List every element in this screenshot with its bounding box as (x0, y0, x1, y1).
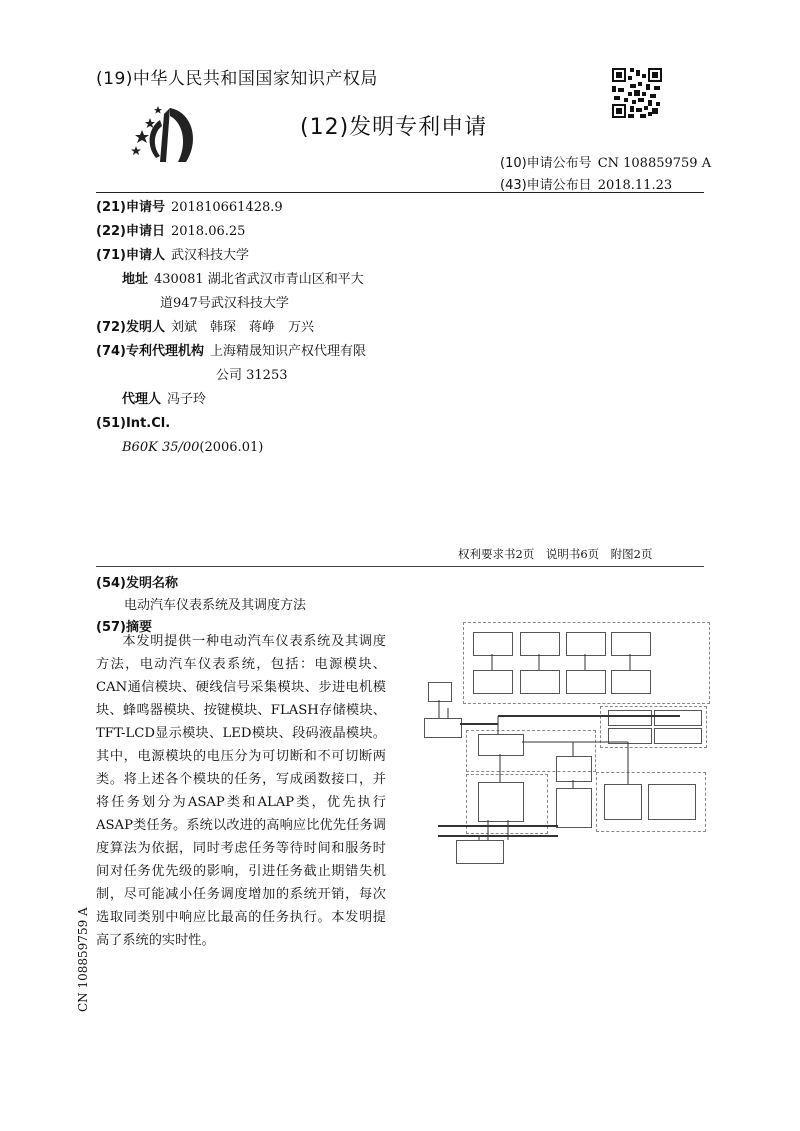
publication-date-label: (43)申请公布日 (500, 178, 592, 193)
patent-agency-line-2: 公司 31253 (216, 368, 288, 383)
inventors: (72)发明人 刘斌 韩琛 蒋峥 万兴 (96, 320, 314, 335)
publication-date (500, 174, 672, 193)
title-label: (54)发明名称 (96, 576, 178, 591)
publication-number-label: (10)申请公布号 (500, 156, 592, 171)
application-number: (21)申请号 201810661428.9 (96, 200, 283, 215)
applicant: (71)申请人 武汉科技大学 (96, 248, 249, 263)
publication-number (500, 152, 711, 171)
ipc-classification: B60K 35/00(2006.01) (122, 440, 264, 455)
ipc-label: (51)Int.Cl. (96, 416, 171, 431)
abstract-label: (57)摘要 (96, 620, 152, 635)
side-publication-label (74, 900, 94, 1012)
page-counts: 权利要求书2页 说明书6页 附图2页 (458, 547, 653, 561)
address: 地址 430081 湖北省武汉市青山区和平大 (122, 272, 364, 287)
cnipa-logo-icon (130, 100, 210, 170)
office-name: (19)中华人民共和国国家知识产权局 (96, 69, 378, 89)
abstract-drawing (418, 612, 718, 872)
invention-title: 电动汽车仪表系统及其调度方法 (124, 598, 307, 613)
diagram-connectors (418, 612, 718, 872)
patent-agency: (74)专利代理机构 上海精晟知识产权代理有限 (96, 344, 366, 359)
agent: 代理人 冯子玲 (122, 392, 207, 407)
side-publication-number: CN 108859759 A (76, 907, 90, 1012)
publication-number-value: CN 108859759 A (597, 156, 712, 171)
abstract-text: 本发明提供一种电动汽车仪表系统及其调度方法，电动汽车仪表系统，包括：电源模块、CAN通信模块、硬线信号采集模块、步进电机模块、蜂鸣器模块、按键模块、FLASH存储模块、TFT-LCD显示模块、LED模块、段码液晶模块。其中，电源模块的电压分为可切断和不可切断两类。将上述各个模块的任务，写成函数接口，并将任务划分为ASAP类和ALAP类，优先执行ASAP类任务。系统以改进的高响应比优先任务调度算法为依据，同时考虑任务等待时间和服务时间对任务优先级的影响，引进任务截止期错失机制，尽可能减小任务调度增加的系统开销，每次选取同类别中响应比最高的任务执行。本发明提高了系统的实时性。 (96, 634, 386, 948)
filing-date: (22)申请日 2018.06.25 (96, 224, 246, 239)
address-line-2: 道947号武汉科技大学 (160, 296, 289, 311)
page-counts-rule (96, 566, 704, 567)
bibliographic-data (96, 196, 416, 460)
document-kind: (12)发明专利申请 (300, 115, 488, 140)
qr-code-icon (612, 68, 662, 118)
publication-date-value: 2018.11.23 (597, 178, 673, 193)
header-rule (96, 192, 704, 193)
